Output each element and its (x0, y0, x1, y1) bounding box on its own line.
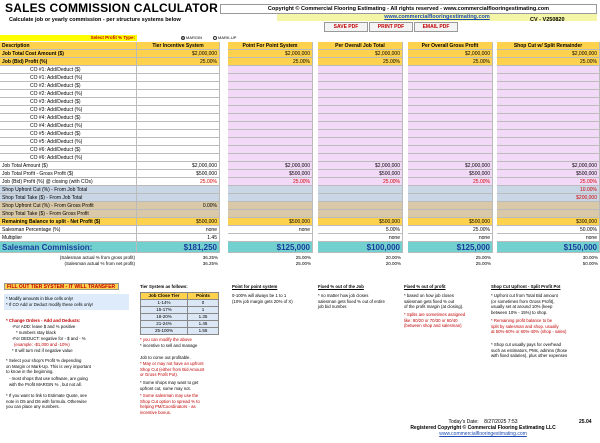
value-cell[interactable] (497, 130, 600, 138)
value-cell[interactable] (318, 138, 403, 146)
row-label: Shop Total Take ($) - From Job Total (0, 194, 137, 202)
value-cell[interactable] (137, 106, 220, 114)
value-cell[interactable] (228, 74, 313, 82)
registered-copyright: Registered Copyright © Commercial Flooring Estimating LLC (410, 425, 556, 431)
value-cell[interactable] (318, 122, 403, 130)
select-type-note: * Select your shop's Profit % depending on Margin or Mark-Up. This is very important to know in the beginning. (6, 358, 91, 375)
value-cell[interactable] (137, 66, 220, 74)
value-cell[interactable]: $2,000,000 (497, 50, 600, 58)
footer-version: 25.04 (579, 419, 592, 425)
value-cell[interactable] (497, 106, 600, 114)
row-label: CO #5: Add/Deduct (%) (0, 138, 137, 146)
tier-cell[interactable]: 0 (188, 300, 219, 307)
value-cell[interactable] (408, 154, 493, 162)
footer (393, 419, 573, 437)
value-cell[interactable]: 1.45 (137, 234, 220, 242)
row-label: CO #3: Add/Deduct ($) (0, 98, 137, 106)
tier-cell[interactable]: 1-14% (141, 300, 188, 307)
row-label: Job Total Cost Amount ($) (0, 50, 137, 58)
value-cell[interactable] (228, 66, 313, 74)
shop-red: * Remaining profit balance to be split by salesman and shop. usually at 50%-50% or 60%-40% (shop - sales) (491, 318, 567, 335)
date-label: Today's Date: (448, 419, 479, 425)
value-cell[interactable] (137, 90, 220, 98)
salesman-label: Salesman Commission: (0, 242, 137, 253)
row-label: Job (Bid) Profit (%) @ closing (with COs) (0, 178, 137, 186)
row-label: Job Total Amount ($) (0, 162, 137, 170)
pfp-text: 0-100% will always be 1 to 1 (10% job margin gets 20% of X) (232, 293, 293, 304)
pfp-title: Point for point system (232, 284, 278, 289)
row-label: CO #1: Add/Deduct ($) (0, 66, 137, 74)
row-label: CO #2: Add/Deduct ($) (0, 82, 137, 90)
value-cell: $300,000 (497, 218, 600, 226)
tier-header: Job Close Tier (141, 293, 188, 300)
salesman-value: $125,000 (228, 242, 313, 253)
value-cell[interactable] (137, 154, 220, 162)
co-heading: * Change Orders - Add and Deducts: (6, 318, 81, 323)
link-note: * If you want to link to Estimate Quote, see note in D5 and D6 with formula. Otherwise you can place any numbers. (6, 393, 87, 410)
value-cell (137, 210, 220, 218)
value-cell[interactable] (137, 98, 220, 106)
value-cell: $2,000,000 (318, 162, 403, 170)
value-cell: $200,000 (497, 194, 600, 202)
value-cell[interactable]: none (408, 234, 493, 242)
value-cell: $2,000,000 (408, 162, 493, 170)
row-label: CO #6: Add/Deduct ($) (0, 146, 137, 154)
tier-header: Points (188, 293, 219, 300)
note-value: 25.00% (295, 255, 311, 260)
value-cell[interactable] (228, 146, 313, 154)
tier-row (141, 328, 219, 335)
version-code: CV - V250820 (530, 17, 565, 23)
value-cell[interactable]: 25.00% (408, 58, 493, 66)
value-cell[interactable] (318, 154, 403, 162)
value-cell[interactable]: 5.00% (318, 226, 403, 234)
pctgp-text: * based on how job closes salesman gets fixed % out of the profit margin (at closing). (404, 293, 464, 310)
shop-text: * Upfront cut from Total Bid amount (or sometimes from Gross Profit), usually set at around 10% (keep between 10% - 15%) to shop. (491, 293, 558, 315)
value-cell[interactable]: $2,000,000 (137, 50, 220, 58)
value-cell: $500,000 (408, 170, 493, 178)
value-cell[interactable] (228, 234, 313, 242)
value-cell: 25.00% (228, 178, 313, 186)
shop-title: Shop Cut Upfront - Split Profit Pot (491, 284, 561, 289)
email-pdf-button[interactable]: EMAIL PDF (414, 22, 458, 32)
value-cell[interactable] (497, 154, 600, 162)
row-label: CO #1: Add/Deduct (%) (0, 74, 137, 82)
note-value: 25.00% (475, 255, 491, 260)
row-label: Job (Bid) Profit (%) (0, 58, 137, 66)
value-cell[interactable] (497, 90, 600, 98)
row-label: Shop Upfront Cut (%) - From Job Total (0, 186, 137, 194)
value-cell[interactable] (318, 146, 403, 154)
page-subtitle: Calculate job or yearly commission - per structure systems below (9, 17, 181, 23)
radio-selected-icon (181, 36, 185, 40)
radio-empty-icon (213, 36, 217, 40)
value-cell[interactable] (408, 130, 493, 138)
tier-note1: * you can modify the above (140, 337, 192, 342)
row-label: CO #6: Add/Deduct (%) (0, 154, 137, 162)
tier-cell[interactable]: 21-24% (141, 321, 188, 328)
value-cell[interactable] (228, 90, 313, 98)
value-cell: $2,000,000 (497, 162, 600, 170)
row-label: CO #2: Add/Deduct (%) (0, 90, 137, 98)
modify-note-1: * Modify amounts in blue cells only! (6, 296, 74, 301)
value-cell[interactable] (228, 98, 313, 106)
value-cell: $500,000 (318, 170, 403, 178)
tier-row (141, 314, 219, 321)
tier-row (141, 307, 219, 314)
profit-type-label: Select Profit % Type: (0, 35, 137, 41)
value-cell[interactable] (408, 202, 493, 210)
row-label: CO #4: Add/Deduct ($) (0, 114, 137, 122)
value-cell (318, 210, 403, 218)
tier-row (141, 300, 219, 307)
note-value: 20.00% (385, 261, 401, 266)
value-cell[interactable] (137, 82, 220, 90)
column-header: Shop Cut w/ Split Remainder (497, 42, 600, 50)
value-cell[interactable] (318, 202, 403, 210)
value-cell[interactable]: $2,000,000 (318, 50, 403, 58)
print-pdf-button[interactable]: PRINT PDF (369, 22, 413, 32)
note-value: 25.00% (295, 261, 311, 266)
value-cell: $2,000,000 (228, 162, 313, 170)
value-cell[interactable]: 25.00% (408, 226, 493, 234)
date-value: 8/27/2025 7:53 (484, 419, 518, 425)
note-value: 36.25% (202, 255, 218, 260)
tier-note2: * incentive to sell and manage (140, 343, 198, 348)
value-cell[interactable] (408, 74, 493, 82)
value-cell: 25.00% (408, 178, 493, 186)
value-cell[interactable] (408, 90, 493, 98)
value-cell: 25.00% (497, 178, 600, 186)
copyright-banner: Copyright © Commercial Flooring Estimating - All rights reserved - www.commercialflooringestimating.com (220, 4, 597, 14)
value-cell[interactable]: $2,000,000 (228, 50, 313, 58)
value-cell (137, 194, 220, 202)
tier-cell[interactable]: 1.45 (188, 321, 219, 328)
value-cell[interactable]: 0.00% (137, 202, 220, 210)
tier-cell[interactable]: 1.35 (188, 314, 219, 321)
value-cell[interactable] (408, 66, 493, 74)
value-cell: $2,000,000 (137, 162, 220, 170)
value-cell[interactable] (318, 106, 403, 114)
column-header: Tier Incentive System (137, 42, 220, 50)
column-header: Point For Point System (228, 42, 313, 50)
value-cell[interactable] (318, 74, 403, 82)
salesman-value: $150,000 (497, 242, 600, 253)
value-cell[interactable] (318, 130, 403, 138)
value-cell: $500,000 (228, 218, 313, 226)
value-cell[interactable] (408, 138, 493, 146)
value-cell[interactable]: 25.00% (137, 58, 220, 66)
value-cell[interactable] (318, 66, 403, 74)
note-value: 25.00% (475, 261, 491, 266)
tier-note3: Job to come out profitable. (140, 355, 191, 360)
tier-cell[interactable]: 1 (188, 307, 219, 314)
value-cell[interactable] (497, 202, 600, 210)
value-cell[interactable] (408, 106, 493, 114)
row-label: Job Total Profit - Gross Profit ($) (0, 170, 137, 178)
value-cell[interactable] (318, 114, 403, 122)
markup-radio[interactable]: MARK-UP (213, 35, 236, 41)
value-cell[interactable] (228, 82, 313, 90)
value-cell[interactable] (228, 130, 313, 138)
value-cell[interactable]: $2,000,000 (408, 50, 493, 58)
row-label: Shop Total Take ($) - From Gross Profit (0, 210, 137, 218)
tier-title: Tier System as follows: (140, 284, 188, 289)
value-cell[interactable]: 25.00% (228, 58, 313, 66)
column-header: Per Overall Gross Profit (408, 42, 493, 50)
column-header: Per Overall Job Total (318, 42, 403, 50)
value-cell[interactable]: none (228, 226, 313, 234)
tier-table (140, 292, 219, 335)
co-deduct: -For DEDUCT: negative for - $ and - % (12, 336, 86, 341)
co-add: -For ADD: leave $ and % positive (12, 324, 76, 329)
footer-website-link[interactable]: www.commercialflooringestimating.com (439, 431, 527, 437)
pctgp-title: Fixed % out of profit (404, 284, 446, 289)
value-cell[interactable] (228, 138, 313, 146)
value-cell[interactable] (137, 146, 220, 154)
tier-note5: * Some shops may want to get upfront cut, some may not. (140, 380, 199, 391)
value-cell: $500,000 (497, 170, 600, 178)
value-cell[interactable] (408, 146, 493, 154)
page-title: SALES COMMISSION CALCULATOR (5, 1, 218, 15)
value-cell[interactable] (408, 98, 493, 106)
value-cell[interactable] (137, 130, 220, 138)
website-link[interactable]: www.commercialflooringestimating.com (277, 14, 597, 21)
co-red: * It will turn red if negative value (12, 348, 73, 353)
note-value: 36.25% (202, 261, 218, 266)
value-cell: 25.00% (137, 178, 220, 186)
value-cell[interactable] (318, 186, 403, 194)
value-cell[interactable] (228, 114, 313, 122)
value-cell[interactable] (137, 186, 220, 194)
row-label: CO #5: Add/Deduct ($) (0, 130, 137, 138)
value-cell[interactable] (408, 82, 493, 90)
value-cell: $500,000 (137, 218, 220, 226)
salesman-value: $100,000 (318, 242, 403, 253)
note-label: (Salesman actual % from gross profit) (59, 255, 135, 260)
value-cell[interactable] (497, 66, 600, 74)
value-cell[interactable]: 25.00% (497, 58, 600, 66)
pctjob-text: * no matter how job closes salesman gets fixed % out of entire job bid number. (318, 293, 385, 310)
co-example: (example: -$1,000 and -10%) (14, 342, 70, 347)
value-cell[interactable] (497, 138, 600, 146)
value-cell[interactable] (318, 82, 403, 90)
value-cell[interactable] (408, 186, 493, 194)
note-value: 30.00% (582, 255, 598, 260)
value-cell[interactable]: 10.00% (497, 186, 600, 194)
value-cell (318, 194, 403, 202)
value-cell[interactable]: 50.00% (497, 226, 600, 234)
value-cell: $500,000 (318, 218, 403, 226)
tier-row (141, 321, 219, 328)
pctjob-title: Fixed % out of the Job (318, 284, 364, 289)
value-cell[interactable]: 25.00% (318, 58, 403, 66)
row-label: Remaining Balance to split - Net Profit ($) (0, 218, 137, 226)
note-label: (Salesman actual % from net profit) (64, 261, 135, 266)
tier-cell[interactable]: 18-20% (141, 314, 188, 321)
value-cell[interactable] (137, 114, 220, 122)
fill-tier-banner: FILL OUT TIER SYSTEM - IT WILL TRANSFER (4, 283, 119, 290)
margin-radio[interactable]: MARGIN (181, 35, 202, 41)
value-cell: $500,000 (137, 170, 220, 178)
value-cell[interactable] (228, 106, 313, 114)
value-cell (228, 210, 313, 218)
column-header: Description (0, 42, 137, 50)
value-cell[interactable] (497, 114, 600, 122)
value-cell: $500,000 (228, 170, 313, 178)
value-cell[interactable] (497, 122, 600, 130)
value-cell (228, 194, 313, 202)
salesman-value: $181,250 (137, 242, 220, 253)
value-cell[interactable]: none (497, 234, 600, 242)
note-value: 20.00% (385, 255, 401, 260)
row-label: CO #3: Add/Deduct (%) (0, 106, 137, 114)
row-label: Multiplier (0, 234, 137, 242)
value-cell[interactable] (497, 146, 600, 154)
value-cell[interactable] (318, 90, 403, 98)
co-add2: * numbers stay black (16, 330, 56, 335)
select-type-note2: - most shops that use software, are going with the Profit MARGIN % , but not all. (9, 376, 88, 387)
value-cell[interactable] (497, 82, 600, 90)
value-cell (497, 210, 600, 218)
modify-note-2: * If CO Add or Deduct modify these cells only! (6, 301, 93, 307)
value-cell[interactable] (137, 138, 220, 146)
value-cell[interactable] (228, 186, 313, 194)
value-cell (408, 210, 493, 218)
value-cell[interactable] (228, 122, 313, 130)
value-cell[interactable] (318, 98, 403, 106)
value-cell[interactable] (137, 74, 220, 82)
note-value: 50.00% (582, 261, 598, 266)
tier-cell[interactable]: 25-100% (141, 328, 188, 335)
save-pdf-button[interactable]: SAVE PDF (324, 22, 368, 32)
value-cell (408, 194, 493, 202)
tier-note6: * Some salesman may use the Shop Cut option to spread % to helping PM/Coordinators - as incentive bonus. (140, 393, 200, 415)
tier-cell[interactable]: 15-17% (141, 307, 188, 314)
salesman-value: $125,000 (408, 242, 493, 253)
modify-note (4, 294, 129, 310)
value-cell[interactable]: none (318, 234, 403, 242)
tier-cell[interactable]: 1.55 (188, 328, 219, 335)
tier-note4: * May or may not have an upfront Shop Cut (either from Bid Amount or Gross Profit Pot). (140, 361, 205, 378)
shop-text2: * Shop cut usually pays for overhead such as estimators, PMs, admins (those with fixed salaries), plus other expenses (491, 342, 568, 359)
value-cell[interactable] (228, 202, 313, 210)
value-cell: $500,000 (408, 218, 493, 226)
value-cell[interactable] (408, 114, 493, 122)
value-cell[interactable]: none (137, 226, 220, 234)
row-label: CO #4: Add/Deduct (%) (0, 122, 137, 130)
value-cell[interactable] (497, 74, 600, 82)
row-label: Salesman Percentage (%) (0, 226, 137, 234)
value-cell: 25.00% (318, 178, 403, 186)
value-cell[interactable] (137, 122, 220, 130)
value-cell[interactable] (408, 122, 493, 130)
pctgp-red: * Splits are sometimes assigned like: 80/20 or 70/30 or 60/40 (between shop and salesman) (404, 312, 466, 329)
value-cell[interactable] (497, 98, 600, 106)
row-label: Shop Upfront Cut (%) - From Gross Profit (0, 202, 137, 210)
value-cell[interactable] (228, 154, 313, 162)
